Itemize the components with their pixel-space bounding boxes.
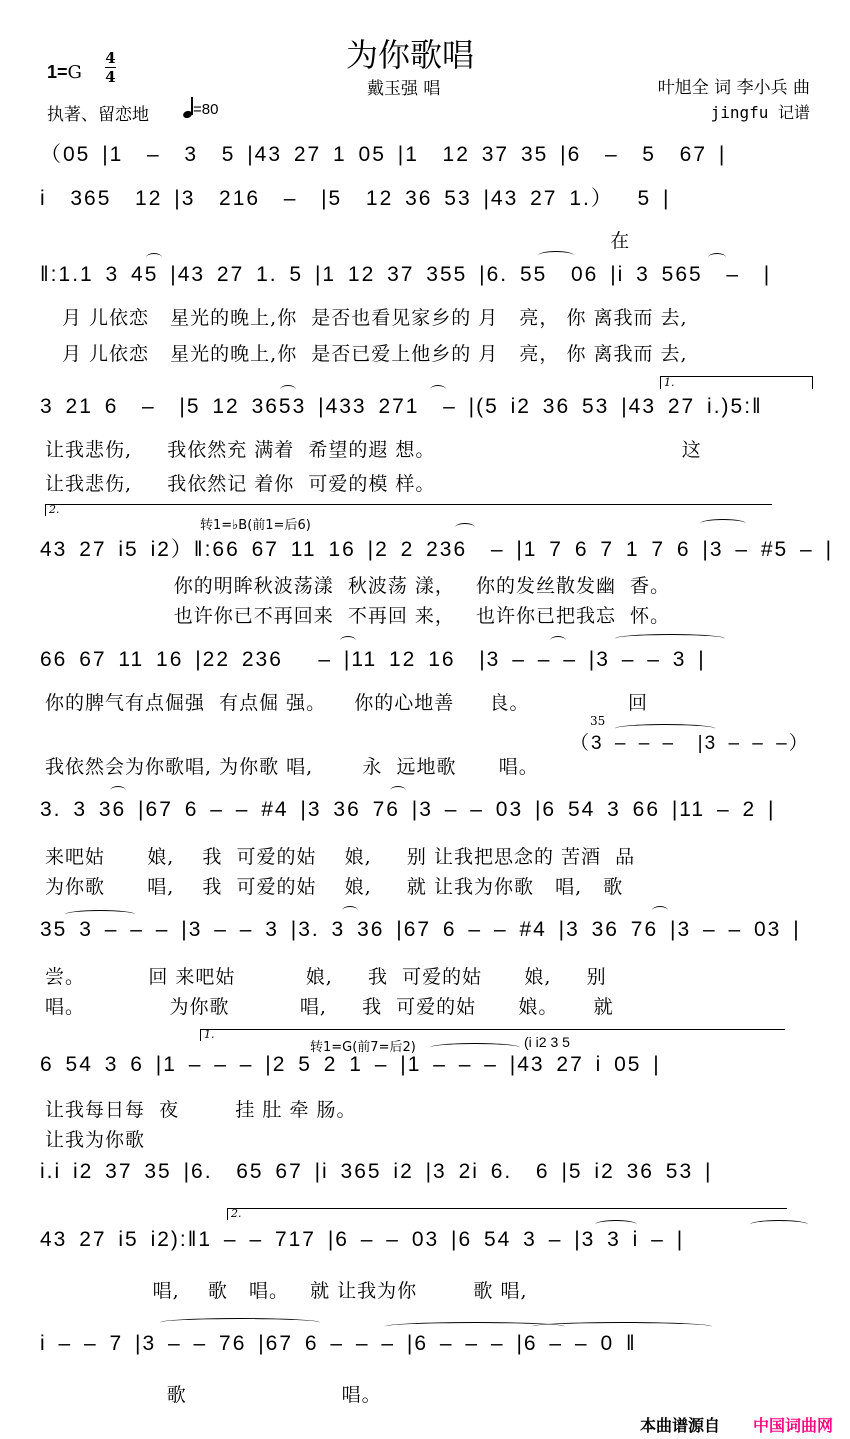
score-system-6: [40, 648, 812, 754]
notation-line: ‖:1.1 3 45 |43 27 1. 5 |1 12 37 355 |6. 55 06 |i 3 565 – |: [40, 263, 772, 286]
instrumental-aside: （3 – – – |3 – – –）: [570, 733, 810, 754]
lyric-line-verse-2: 为你歌 唱, 我 可爱的姑 娘, 就 让我为你歌 唱, 歌: [45, 876, 624, 898]
key-prefix: 1=: [47, 62, 68, 82]
notation-line: i.i i2 37 35 |6. 65 67 |i 365 i2 |3 2i 6. 6 |5 i2 36 53 |: [40, 1160, 713, 1183]
score-system-2: [40, 182, 812, 252]
tempo-marking: [183, 98, 218, 118]
lyric-line: 唱, 歌 唱。 就 让我为你 歌 唱,: [40, 1280, 528, 1302]
score-system-9: [40, 1053, 812, 1151]
quarter-note-icon: [183, 98, 193, 118]
grace-notes: 35: [590, 714, 606, 728]
score-system-12: [40, 1332, 812, 1406]
lyric-line-verse-2: 让我为你歌: [45, 1129, 146, 1151]
notation-line: 6 54 3 6 |1 – – – |2 5 2 1 – |1 – – – |43 27 i 05 |: [40, 1053, 661, 1076]
time-signature-bottom: 4: [105, 68, 116, 86]
transcriber-credit: jingfu 记谱: [710, 103, 810, 122]
volta-1-bracket: 1.: [200, 1029, 214, 1041]
lyric-line: 在: [40, 230, 631, 252]
score-system-8: [40, 918, 812, 1018]
composer-lyricist-credit: 叶旭全 词 李小兵 曲: [657, 78, 810, 98]
notation-line: i 365 12 |3 216 – |5 12 36 53 |43 27 1.） 5 |: [40, 187, 671, 210]
lyric-line-verse-1: 让我每日每 夜 挂 肚 牵 肠。: [45, 1099, 357, 1121]
modulation-marking: 转1=G(前7=后2): [310, 1040, 416, 1055]
notation-line: i – – 7 |3 – – 76 |67 6 – – – |6 – – – |6 – – 0 ‖: [40, 1332, 637, 1355]
score-system-10: [40, 1160, 812, 1190]
lyric-line-verse-2: 也许你已不再回来 不再回 来， 也许你已把我忘 怀。: [40, 605, 671, 627]
notation-line: 35 3 – – – |3 – – 3 |3. 3 36 |67 6 – – #4 |3 36 76 |3 – – 03 |: [40, 918, 801, 941]
key-value: G: [67, 62, 82, 83]
lyric-line-verse-1: 尝。 回 来吧姑 娘, 我 可爱的姑 娘, 别: [45, 966, 607, 988]
notation-line: 3 21 6 – |5 12 3653 |433 271 – |(5 i2 36 53 |43 27 i.)5:‖: [40, 395, 763, 418]
time-signature-top: 4: [105, 49, 116, 67]
volta-1-line: [200, 1029, 785, 1030]
score-system-3: [40, 263, 812, 365]
volta-2-line: [45, 504, 772, 505]
lyric-line-verse-2: 唱。 为你歌 唱, 我 可爱的姑 娘。 就: [45, 996, 614, 1018]
notation-line: 66 67 11 16 |22 236 – |11 12 16 |3 – – – |3 – – 3 |: [40, 648, 706, 671]
volta-1-bracket: 1.: [660, 376, 813, 389]
song-title: 为你歌唱: [346, 36, 475, 74]
score-system-1: [40, 138, 812, 168]
lyric-line-verse-1: 月 儿依恋 星光的晚上,你 是否也看见家乡的 月 亮， 你 离我而 去,: [62, 307, 688, 329]
volta-2-bracket: 2.: [227, 1208, 241, 1220]
lyric-line: 歌 唱。: [40, 1384, 382, 1406]
time-signature: [105, 50, 116, 85]
lyric-line: 你的脾气有点倔强 有点倔 强。 你的心地善 良。 回: [45, 692, 649, 714]
ornament-notes: (i i2 3 5: [524, 1034, 570, 1050]
lyric-line: 我依然会为你歌唱, 为你歌 唱, 永 远地歌 唱。: [45, 756, 539, 778]
expression-marking: 执著、留恋地: [47, 105, 149, 125]
lyric-line-verse-1: 你的明眸秋波荡漾 秋波荡 漾， 你的发丝散发幽 香。: [40, 575, 671, 597]
score-system-11: [40, 1228, 812, 1302]
source-site-link[interactable]: 中国词曲网: [753, 1416, 834, 1435]
volta-2-bracket: 2.: [45, 504, 59, 516]
score-system-5: [40, 533, 834, 627]
notation-line: （05 |1 – 3 5 |43 27 1 05 |1 12 37 35 |6 – 5 67 |: [40, 143, 727, 166]
lyric-line-verse-1: 让我悲伤, 我依然充 满着 希望的遐 想。 这: [45, 439, 702, 461]
score-system-4: [40, 395, 812, 495]
lyric-line-verse-2: 让我悲伤, 我依然记 着你 可爱的模 样。: [45, 473, 436, 495]
volta-2-line: [227, 1208, 787, 1209]
singer-credit: 戴玉强 唱: [367, 79, 441, 99]
key-signature: [47, 62, 82, 83]
notation-line: 3. 3 36 |67 6 – – #4 |3 36 76 |3 – – 03 |6 54 3 66 |11 – 2 |: [40, 798, 776, 821]
source-label: 本曲谱源自: [640, 1416, 721, 1435]
tempo-value: =80: [193, 101, 219, 118]
notation-line: 43 27 i5 i2):‖1 – – 717 |6 – – 03 |6 54 3 – |3 3 i – |: [40, 1228, 685, 1251]
lyric-line-verse-2: 月 儿依恋 星光的晚上,你 是否已爱上他乡的 月 亮， 你 离我而 去,: [62, 343, 688, 365]
modulation-marking: 转1=♭B(前1=后6): [200, 518, 311, 533]
notation-line: 43 27 i5 i2）‖:66 67 11 16 |2 2 236 – |1 7 6 7 1 7 6 |3 – #5 – |: [40, 538, 834, 561]
score-system-6b: [40, 752, 812, 782]
score-system-7: [40, 798, 812, 898]
lyric-line-verse-1: 来吧姑 娘, 我 可爱的姑 娘, 别 让我把思念的 苦酒 品: [45, 846, 636, 868]
